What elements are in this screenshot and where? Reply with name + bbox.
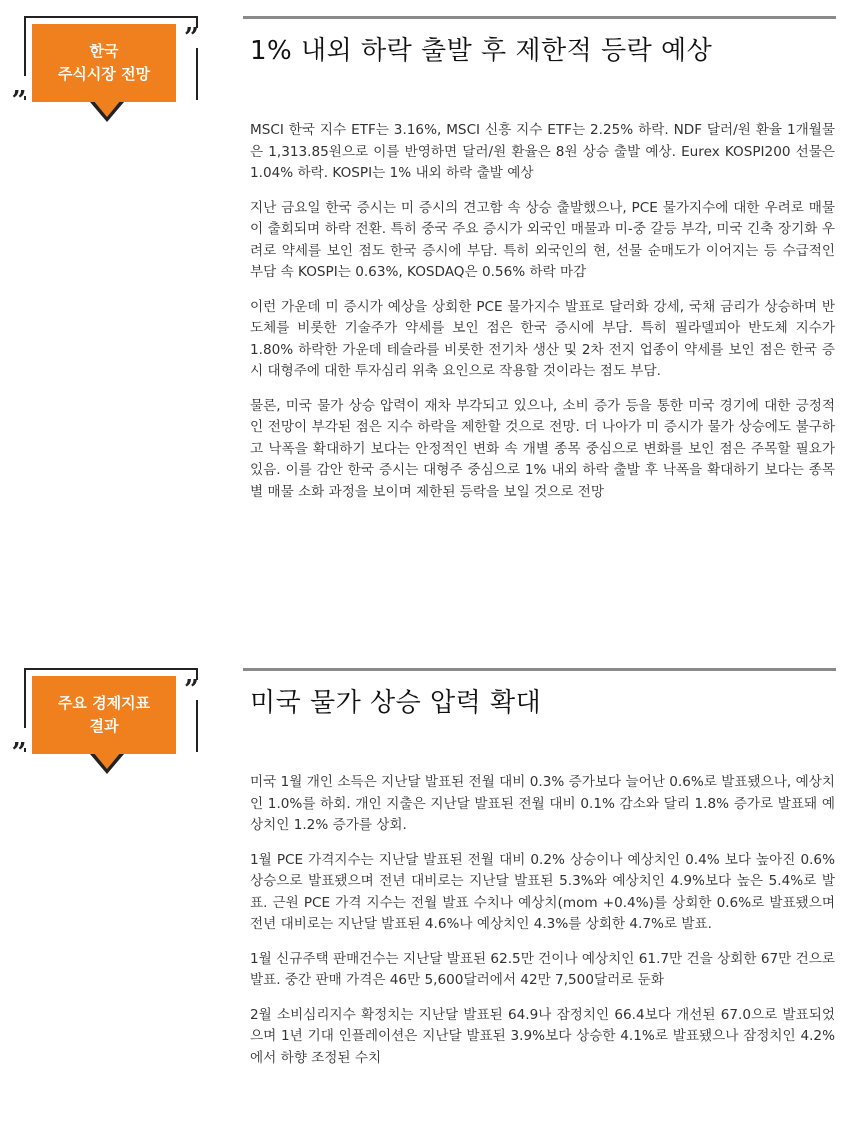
badge-line-2: 결과: [89, 717, 119, 735]
open-quote-icon: „: [12, 723, 27, 753]
paragraph: 2월 소비심리지수 확정치는 지난달 발표된 64.9나 잠정치인 66.4보다 개선된 67.0으로 발표되었으며 1년 기대 인플레이션은 지난달 발표된 3.9%보다 상승한 4.1%로 발표됐으나 잠정치인 4.2%에서 하향 조정된 수치: [250, 1006, 835, 1066]
paragraph: 1월 신규주택 판매건수는 지난달 발표된 62.5만 건이나 예상치인 61.7만 건을 상회한 67만 건으로 발표. 중간 판매 가격은 46만 5,600달러에서 42만 7,500달러로 둔화: [250, 950, 835, 988]
paragraph: MSCI 한국 지수 ETF는 3.16%, MSCI 신흥 지수 ETF는 2.25% 하락. NDF 달러/원 환율 1개월물은 1,313.85원으로 이를 반영하면 달러/원 환율은 8원 상승 출발 예상. Eurex KOSPI200 선물은 1.04% 하락. KOSPI는 1% 내외 하락 출발 예상: [250, 122, 835, 181]
paragraph: 지난 금요일 한국 증시는 미 증시의 견고함 속 상승 출발했으나, PCE 물가지수에 대한 우려로 매물이 출회되며 하락 전환. 특히 중국 주요 증시가 외국인 매물과 미-중 갈등 부각, 미국 긴축 장기화 우려로 약세를 보인 점도 한국 증시에 부담. 특히 외국인의 현, 선물 순매도가 이어지는 등 수급적인 부담 속 KOSPI는 0.63%, KOSDAQ은 0.56% 하락 마감: [250, 199, 835, 280]
badge-line-1: 주요 경제지표: [57, 694, 151, 712]
badge-line-2: 주식시장 전망: [57, 65, 151, 83]
section-divider: [243, 16, 836, 19]
paragraph: 미국 1월 개인 소득은 지난달 발표된 전월 대비 0.3% 증가보다 늘어난 0.6%로 발표됐으나, 예상치인 1.0%를 하회. 개인 지출은 지난달 발표된 전월 대비 0.1% 감소와 달리 1.8% 증가로 발표돼 예상치인 1.2% 증가를 상회.: [250, 774, 835, 833]
section-title: 미국 물가 상승 압력 확대: [250, 688, 542, 718]
paragraph: 이런 가운데 미 증시가 예상을 상회한 PCE 물가지수 발표로 달러화 강세, 국채 금리가 상승하며 반도체를 비롯한 기술주가 약세를 보인 점은 한국 증시에 부담. 특히 필라델피아 반도체 지수가 1.80% 하락한 가운데 테슬라를 비롯한 전기차 생산 및 2차 전지 업종이 약세를 보인 점은 한국 증시 대형주에 대한 투자심리 위축 요인으로 작용할 것이라는 점도 부담.: [250, 298, 835, 379]
section-body: [250, 772, 835, 1082]
section-badge: [10, 14, 200, 124]
badge-tail: [93, 752, 121, 769]
badge-label: [32, 676, 176, 754]
section-body: [250, 120, 835, 516]
section-title: 1% 내외 하락 출발 후 제한적 등락 예상: [250, 36, 713, 66]
badge-line-1: 한국: [89, 42, 119, 60]
badge-tail: [93, 100, 121, 117]
paragraph: 1월 PCE 가격지수는 지난달 발표된 전월 대비 0.2% 상승이나 예상치인 0.4% 보다 높아진 0.6% 상승으로 발표됐으며 전년 대비로는 지난달 발표된 5.3%와 예상치인 4.9%보다 높은 5.4%로 발표. 근원 PCE 가격 지수는 전월 발표 수치나 예상치(mom +0.4%)를 상회한 0.6%로 발표됐으며 전년 대비로는 지난달 발표된 4.6%나 예상치인 4.3%를 상회한 4.7%로 발표.: [250, 851, 835, 932]
close-quote-icon: ”: [184, 675, 199, 705]
open-quote-icon: „: [12, 71, 27, 101]
badge-label: [32, 24, 176, 102]
paragraph: 물론, 미국 물가 상승 압력이 재차 부각되고 있으나, 소비 증가 등을 통한 미국 경기에 대한 긍정적인 전망이 부각된 점은 지수 하락을 제한할 것으로 전망. 더 나아가 미 증시가 물가 상승에도 불구하고 낙폭을 확대하기 보다는 안정적인 변화 속 개별 종목 중심으로 변화를 보인 점은 주목할 필요가 있음. 이를 감안 한국 증시는 대형주 중심으로 1% 내외 하락 출발 후 낙폭을 확대하기 보다는 종목별 매물 소화 과정을 보이며 제한된 등락을 보일 것으로 전망: [250, 397, 835, 500]
section-divider: [243, 668, 836, 671]
close-quote-icon: ”: [184, 23, 199, 53]
section-badge: [10, 666, 200, 776]
